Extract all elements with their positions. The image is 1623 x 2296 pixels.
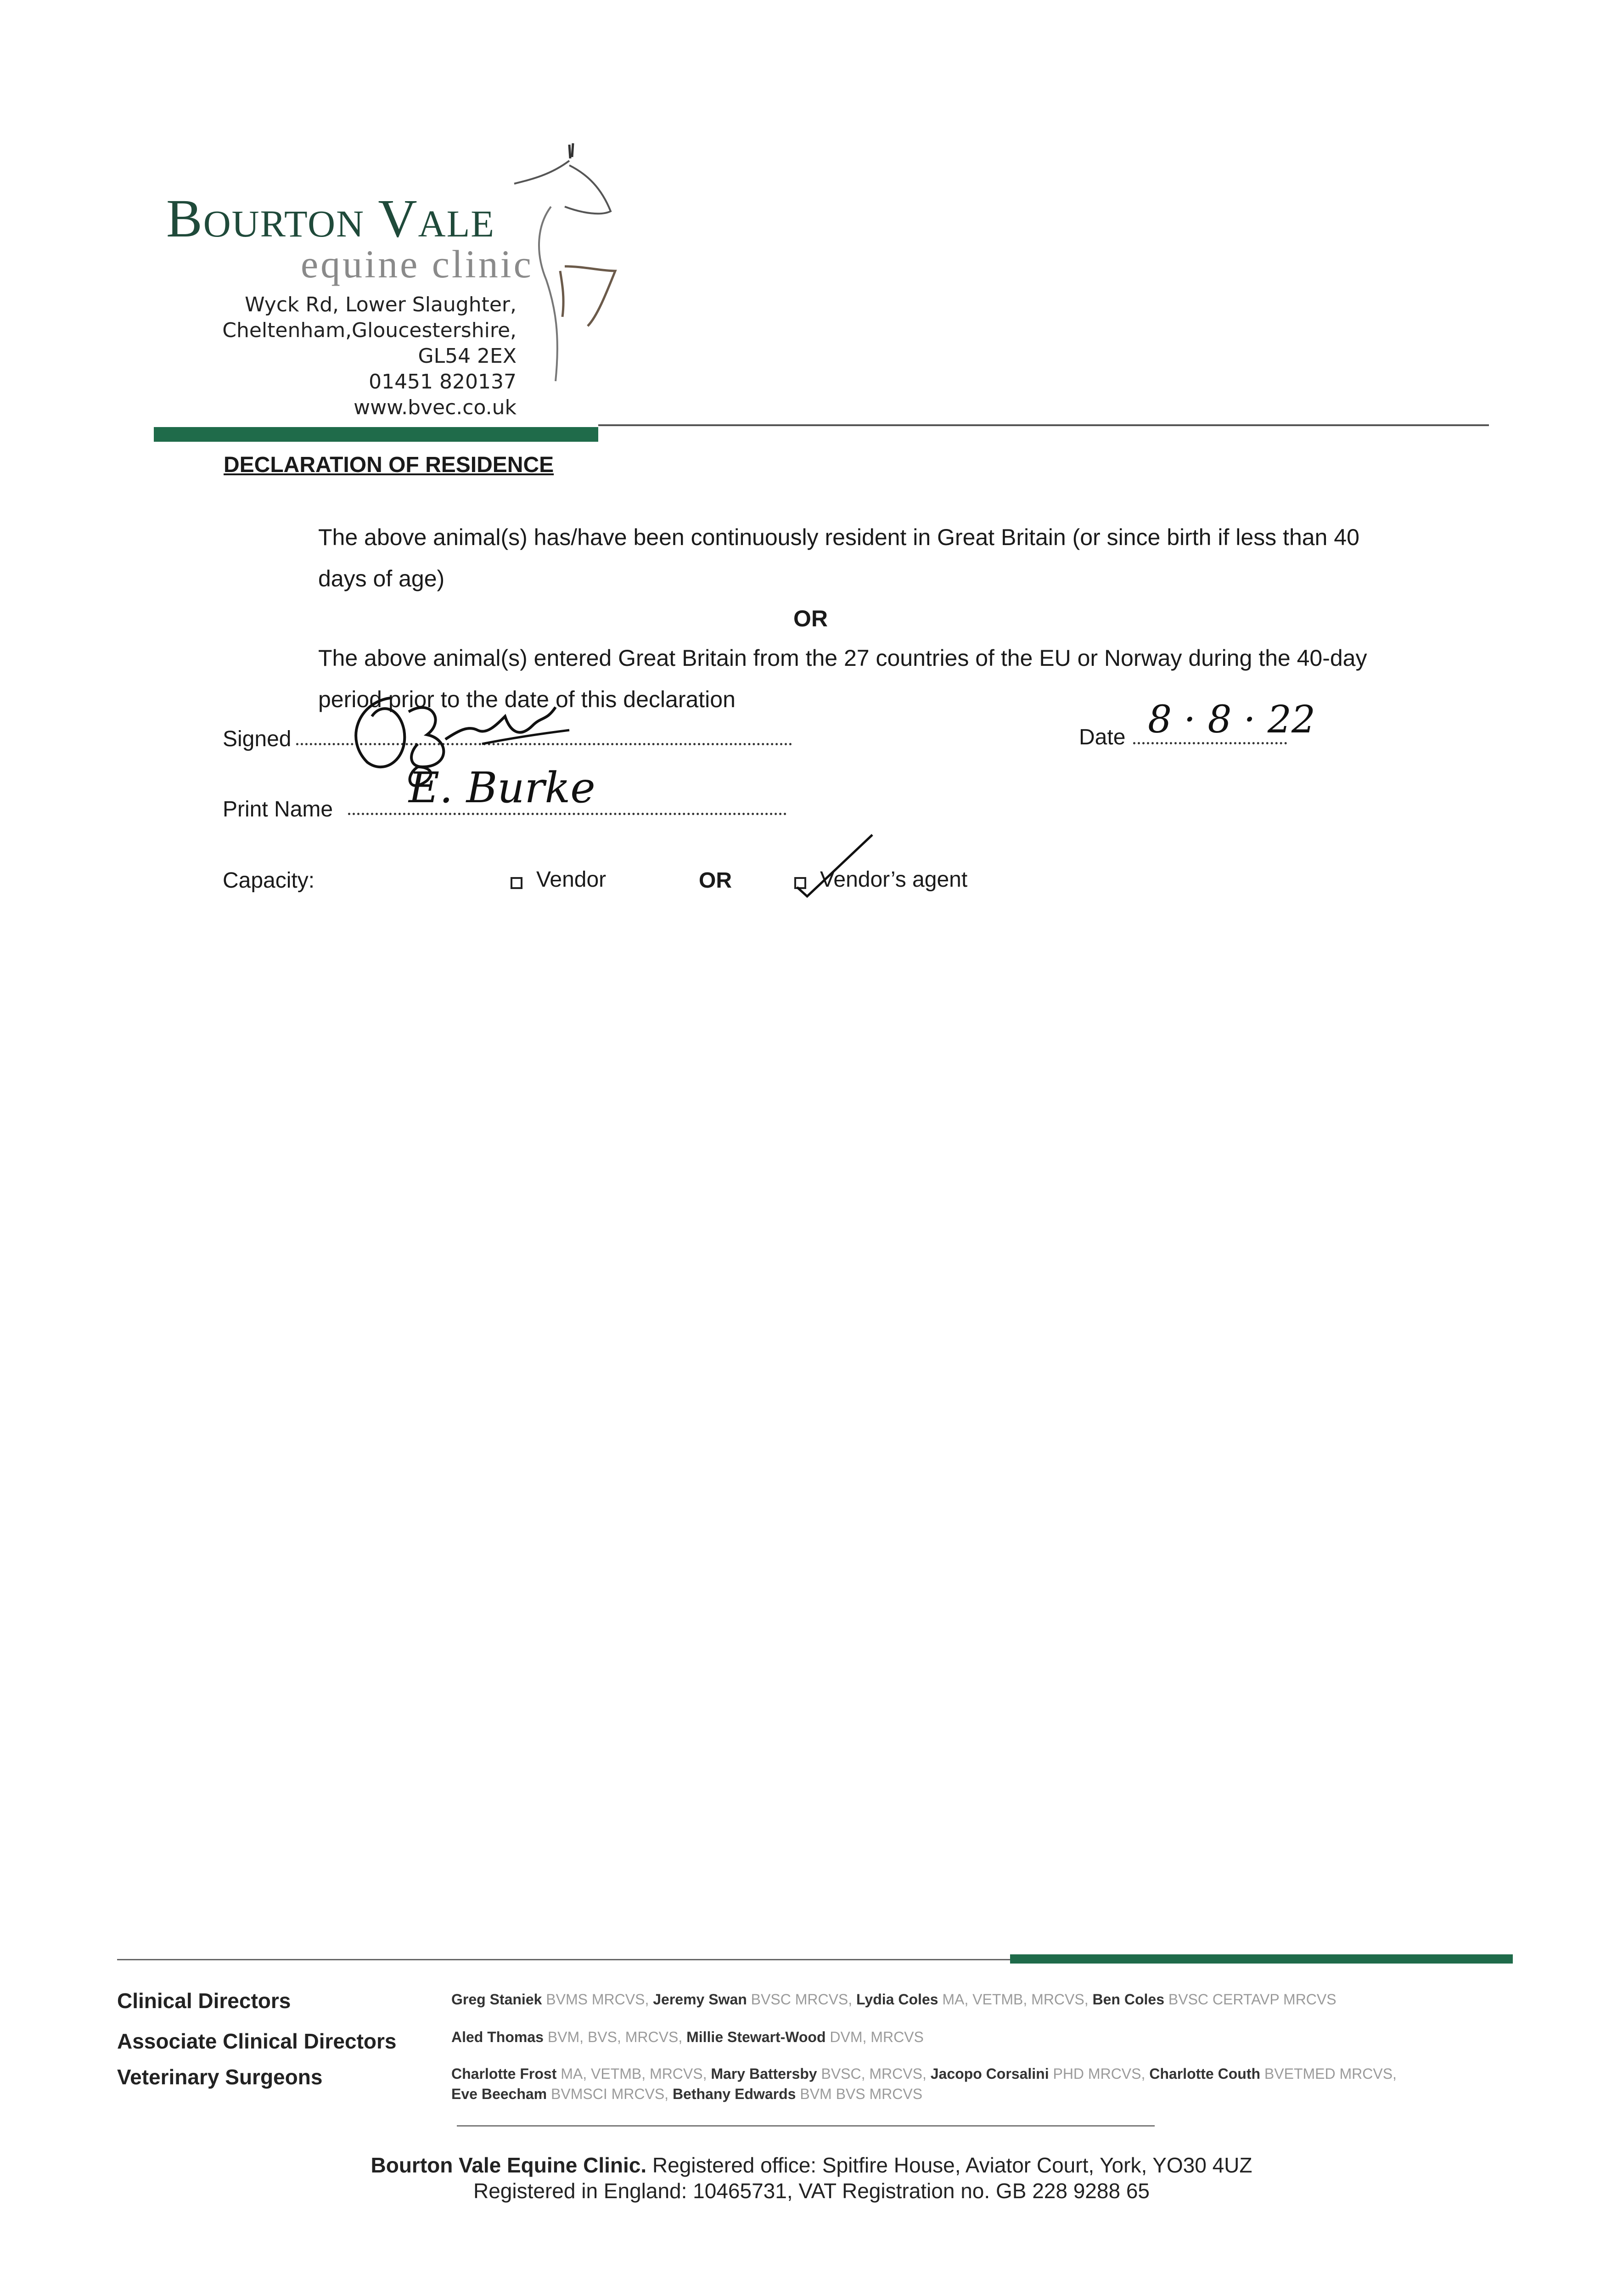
print-name-value: E. Burke <box>409 763 595 812</box>
header-band <box>154 427 598 442</box>
footer-label: Clinical Directors <box>117 1989 291 2013</box>
vendor-option-label: Vendor <box>536 867 607 892</box>
address-phone: 01451 820137 <box>369 370 517 394</box>
date-field[interactable] <box>1133 742 1287 744</box>
names-line: Greg Staniek BVMS MRCVS, Jeremy Swan BVSC MRCVS, Lydia Coles MA, VETMB, MRCVS, Ben Coles BVSC CERTAVP MRCVS <box>451 1991 1337 2008</box>
residence-statement: The above animal(s) has/have been continuously resident in Great Britain (or since birth if less than 40 days of age) <box>318 524 1359 591</box>
print-name-field[interactable] <box>348 813 786 815</box>
signed-label: Signed <box>223 727 292 751</box>
veterinary-surgeons-names <box>451 2065 1397 2082</box>
address-postcode: GL54 2EX <box>418 344 517 368</box>
footer-label: Associate Clinical Directors <box>117 2029 397 2053</box>
registered-company-name: Bourton Vale Equine Clinic. <box>371 2153 647 2177</box>
header-rule <box>598 424 1489 426</box>
names-line: Aled Thomas BVM, BVS, MRCVS, Millie Stewart-Wood DVM, MRCVS <box>451 2029 924 2045</box>
footer-rule <box>117 1959 1010 1960</box>
associate-directors-names <box>451 2029 924 2046</box>
names-line: Charlotte Frost MA, VETMB, MRCVS, Mary Battersby BVSC, MRCVS, Jacopo Corsalini PHD MRCVS, Charlotte Couth BVETMED MRCVS, <box>451 2065 1397 2082</box>
vendor-checkbox[interactable] <box>511 877 522 889</box>
footer-band <box>1010 1954 1513 1964</box>
clinic-subtitle: equine clinic <box>301 242 534 286</box>
footer-divider <box>457 2125 1155 2127</box>
declaration-heading: DECLARATION OF RESIDENCE <box>224 453 554 477</box>
registered-office-address: Registered office: Spitfire House, Aviator Court, York, YO30 4UZ <box>652 2153 1252 2177</box>
date-label: Date <box>1079 725 1126 749</box>
address-line: Wyck Rd, Lower Slaughter, <box>245 293 517 316</box>
registration-details: Registered in England: 10465731, VAT Registration no. GB 228 9288 65 <box>473 2179 1150 2203</box>
clinic-name: Bourton Vale <box>166 188 495 248</box>
clinical-directors-names <box>451 1991 1337 2008</box>
names-line: Eve Beecham BVMSCI MRCVS, Bethany Edwards BVM BVS MRCVS <box>451 2086 923 2102</box>
eu-entry-statement: The above animal(s) entered Great Britain from the 27 countries of the EU or Norway during the 40-day period prior to the date of this declaration <box>318 645 1367 712</box>
date-value: 8 · 8 · 22 <box>1148 698 1316 742</box>
capacity-or-label: OR <box>699 868 732 893</box>
or-separator: OR <box>793 606 828 631</box>
checkmark-icon <box>794 831 877 900</box>
horse-logo-icon <box>496 133 634 395</box>
registered-office <box>0 2153 1623 2178</box>
footer-label: Veterinary Surgeons <box>117 2065 323 2089</box>
address-line: Cheltenham,Gloucestershire, <box>222 319 517 342</box>
print-name-label: Print Name <box>223 797 333 822</box>
vendors-agent-option-label: Vendor’s agent <box>820 867 968 892</box>
capacity-label: Capacity: <box>223 868 315 893</box>
address-website: www.bvec.co.uk <box>354 396 517 419</box>
veterinary-surgeons-names-cont <box>451 2086 922 2103</box>
